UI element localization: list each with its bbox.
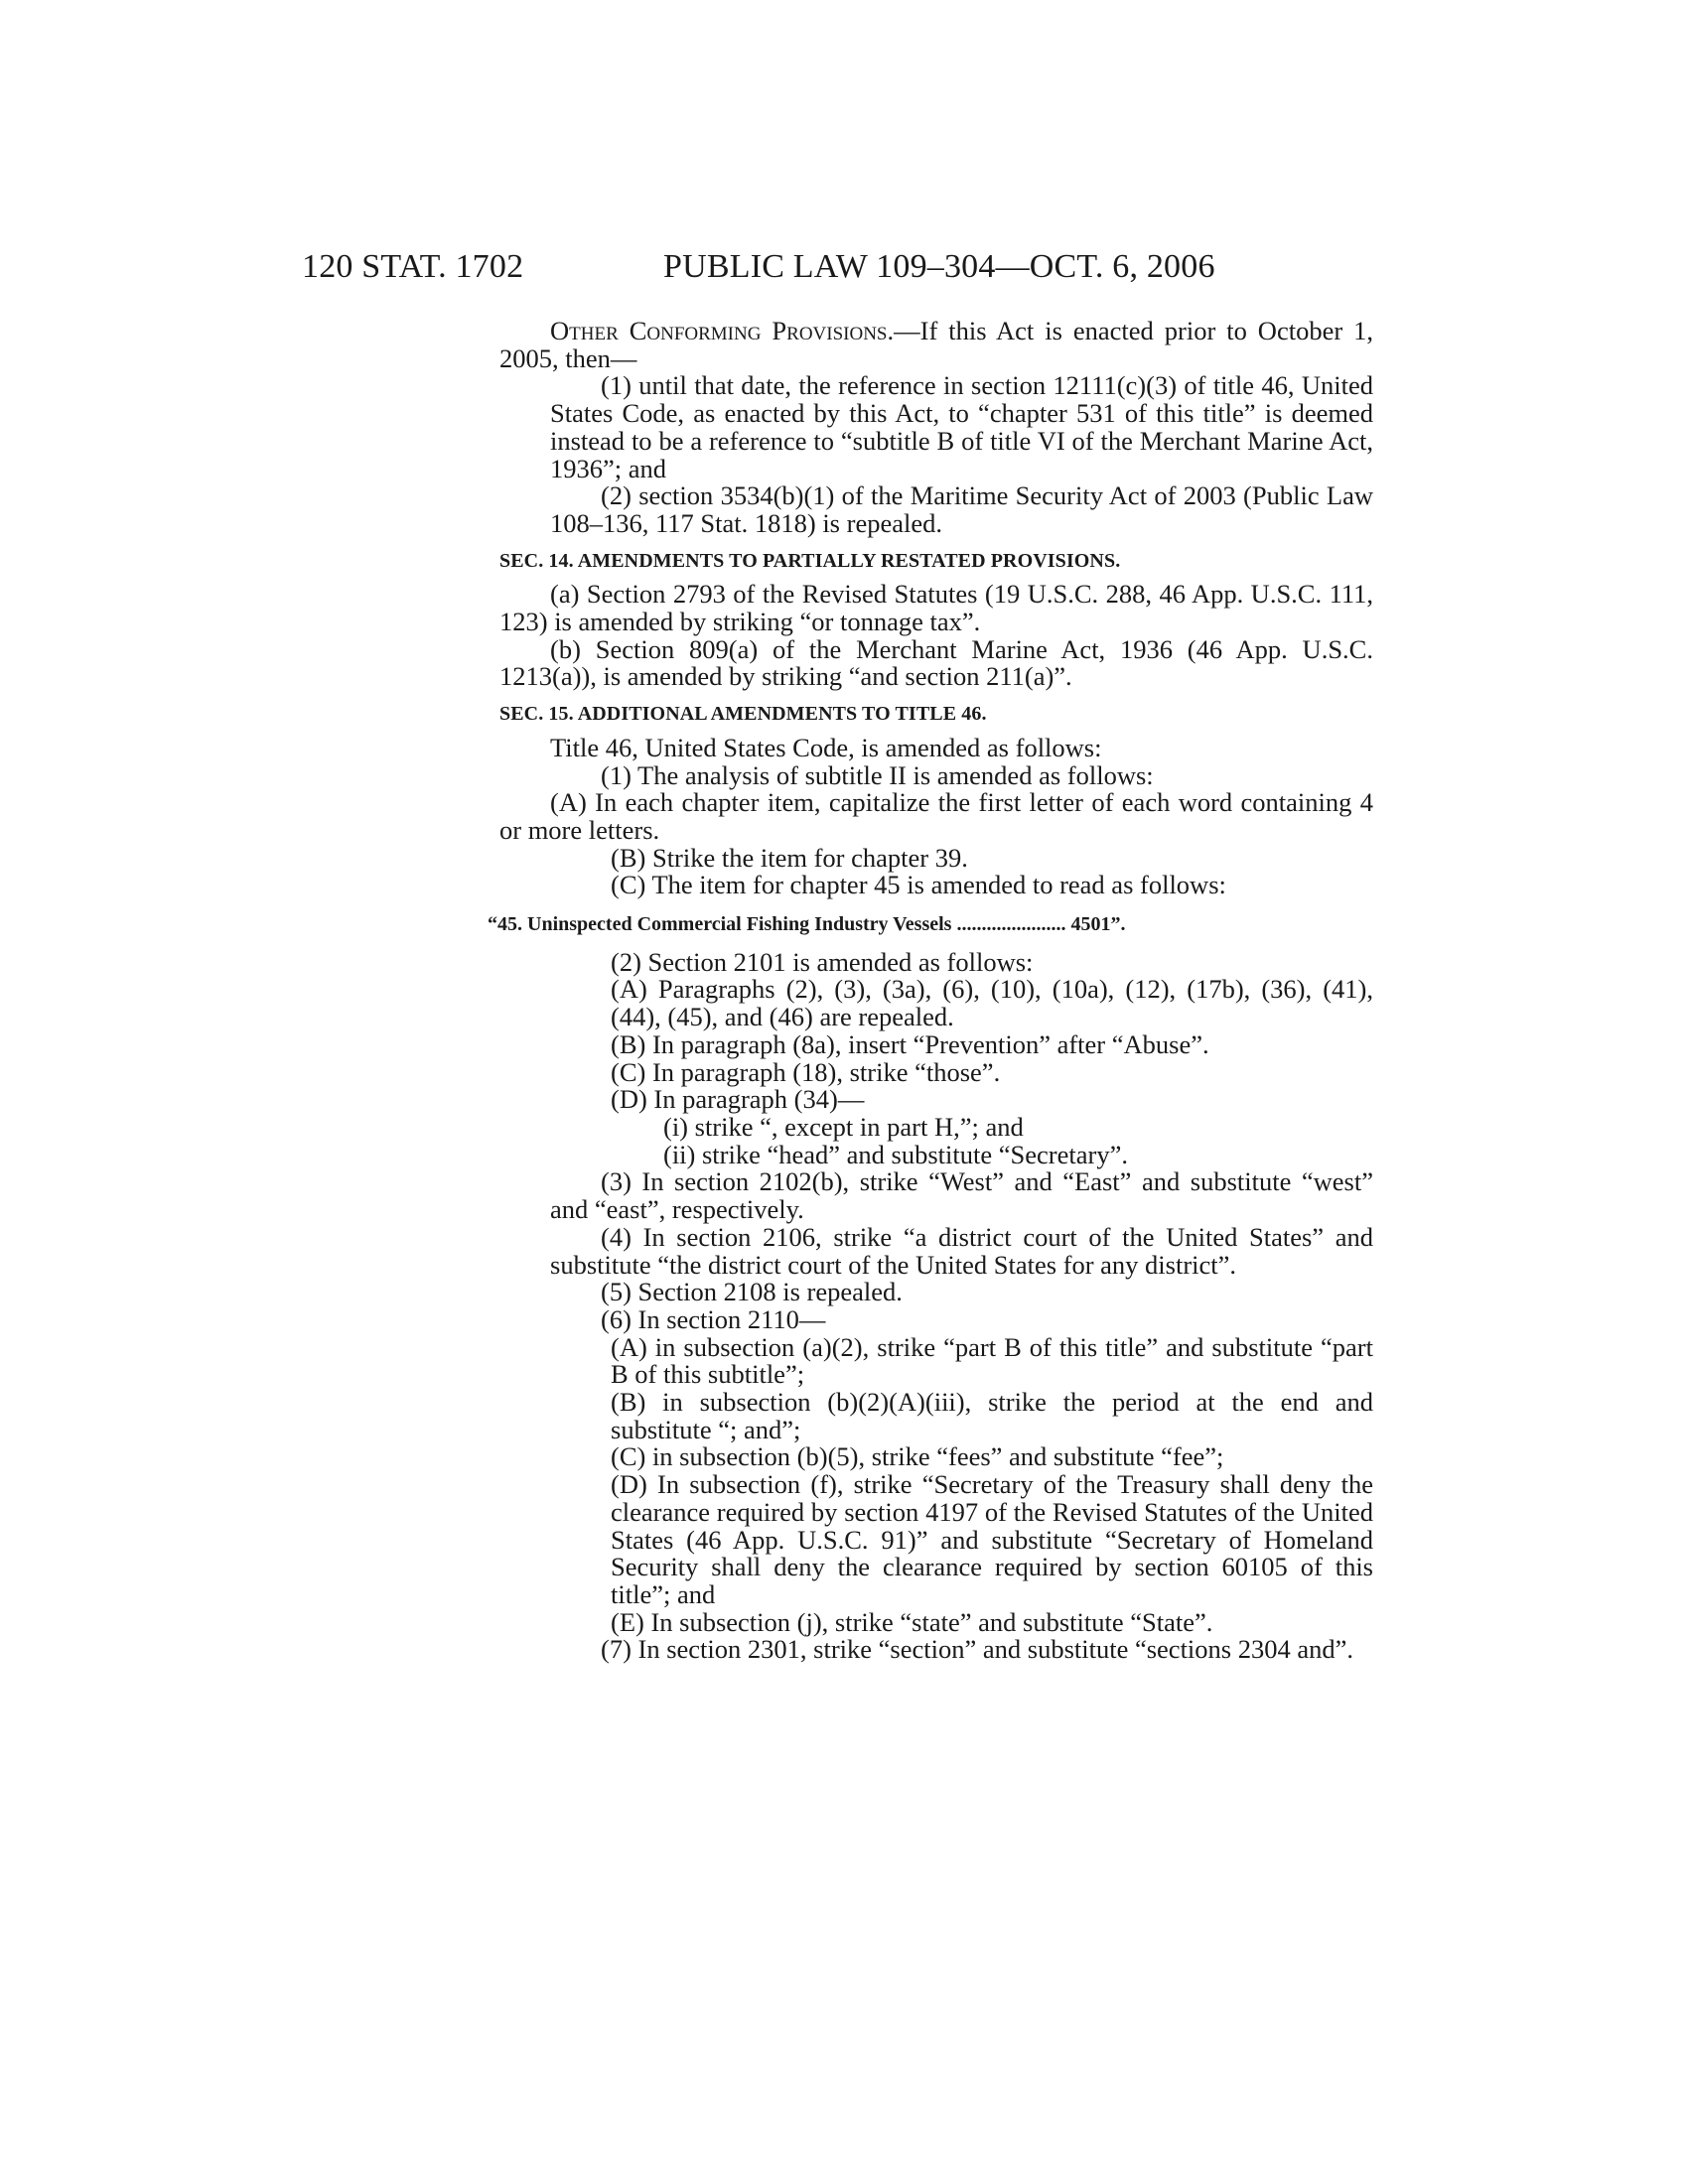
item-7: (7) In section 2301, strike “section” and substitute “sections 2304 and”. <box>601 1634 1354 1665</box>
paragraph-b-text: —If this Act is enacted prior to October 1, 2005, then— <box>499 316 1373 373</box>
section-14-b: (b) Section 809(a) of the Merchant Marine Act, 1936 (46 App. U.S.C. 1213(a)), is amended by striking “and section 211(a)”. <box>499 633 1373 692</box>
section-15-heading: SEC. 15. ADDITIONAL AMENDMENTS TO TITLE 46. <box>499 703 987 726</box>
item-6-B: (B) in subsection (b)(2)(A)(iii), strike the period at the end and substitute “; and”; <box>611 1387 1373 1444</box>
item-2-D-ii: (ii) strike “head” and substitute “Secretary”. <box>663 1139 1128 1169</box>
page-stat-number: 120 STAT. 1702 <box>302 248 524 285</box>
item-1: (1) The analysis of subtitle II is amended as follows: <box>601 759 1154 790</box>
item-6: (6) In section 2110— <box>601 1303 826 1334</box>
item-3: (3) In section 2102(b), strike “West” and “East” and substitute “west” and “east”, respectively. <box>550 1166 1373 1225</box>
section-14-a: (a) Section 2793 of the Revised Statutes (19 U.S.C. 288, 46 App. U.S.C. 111, 123) is amended by striking “or tonnage tax”. <box>499 579 1373 637</box>
item-2-A: (A) Paragraphs (2), (3), (3a), (6), (10), (10a), (12), (17b), (36), (41), (44), (45), and (46) are repealed. <box>611 974 1373 1032</box>
page-body <box>488 316 1373 1665</box>
item-6-E: (E) In subsection (j), strike “state” and substitute “State”. <box>611 1606 1213 1637</box>
paragraph-b <box>499 318 1373 372</box>
item-1-B: (B) Strike the item for chapter 39. <box>611 842 968 873</box>
item-6-A: (A) in subsection (a)(2), strike “part B of this title” and substitute “part B of this subtitle”; <box>611 1331 1373 1390</box>
paragraph-b-heading: Other Conforming Provisions. <box>550 316 895 345</box>
item-2-D-i: (i) strike “, except in part H,”; and <box>663 1111 1024 1142</box>
item-4: (4) In section 2106, strike “a district court of the United States” and substitute “the district court of the United States for any district”. <box>550 1221 1373 1280</box>
section-14-heading: SEC. 14. AMENDMENTS TO PARTIALLY RESTATED PROVISIONS. <box>499 549 1121 572</box>
paragraph-b-2: (2) section 3534(b)(1) of the Maritime Security Act of 2003 (Public Law 108–136, 117 Stat. 1818) is repealed. <box>550 480 1373 538</box>
running-head: PUBLIC LAW 109–304—OCT. 6, 2006 <box>663 248 1215 285</box>
title-46-intro: Title 46, United States Code, is amended as follows: <box>550 732 1102 762</box>
chapter-45-item: “45. Uninspected Commercial Fishing Industry Vessels ...................... 4501”. <box>488 913 1126 936</box>
item-5: (5) Section 2108 is repealed. <box>601 1277 903 1307</box>
item-1-C: (C) The item for chapter 45 is amended to read as follows: <box>611 870 1226 900</box>
item-2-B: (B) In paragraph (8a), insert “Prevention” after “Abuse”. <box>611 1028 1209 1059</box>
item-6-D: (D) In subsection (f), strike “Secretary of the Treasury shall deny the clearance required by section 4197 of the Revised Statutes of the United States (46 App. U.S.C. 91)” and substitute “Secretary of Homeland Security shall deny the clearance required by section 60105 of this title”; and <box>611 1469 1373 1609</box>
item-2-D: (D) In paragraph (34)— <box>611 1084 865 1115</box>
item-1-A: (A) In each chapter item, capitalize the first letter of each word containing 4 or more letters. <box>499 787 1373 845</box>
item-2-C: (C) In paragraph (18), strike “those”. <box>611 1056 1001 1087</box>
paragraph-b-1: (1) until that date, the reference in section 12111(c)(3) of title 46, United States Code, as enacted by this Act, to “chapter 531 of this title” is deemed instead to be a reference to “subtitle B of title VI of the Merchant Marine Act, 1936”; and <box>550 370 1373 483</box>
item-6-C: (C) in subsection (b)(5), strike “fees” and substitute “fee”; <box>611 1441 1224 1472</box>
item-2: (2) Section 2101 is amended as follows: <box>611 946 1034 977</box>
